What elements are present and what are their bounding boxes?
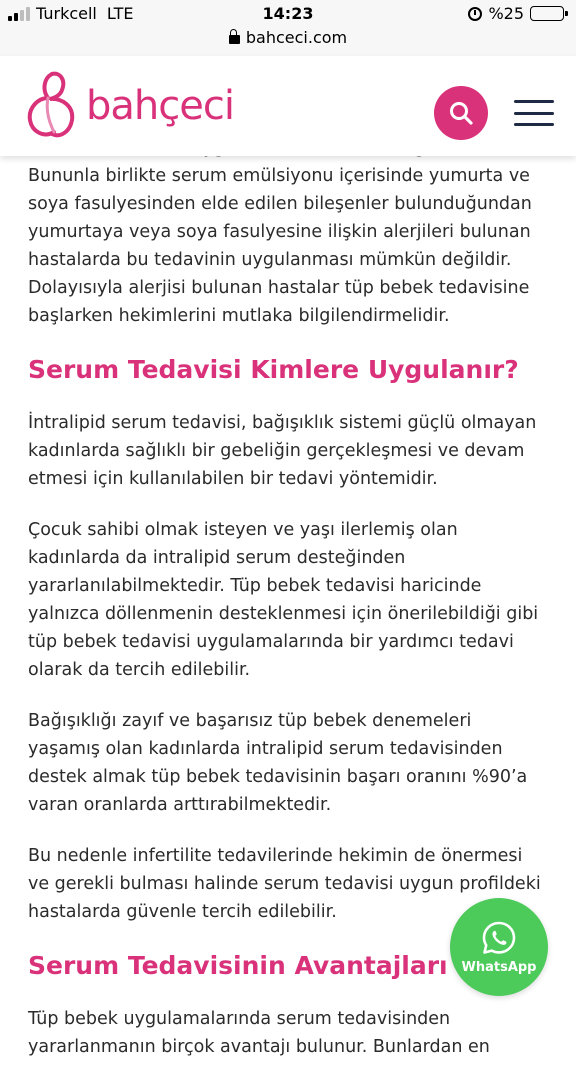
article-paragraph: Bununla birlikte serum emülsiyonu içerisinde yumurta ve soya fasulyesinden elde edilen bileşenler bulunduğundan yumurtaya veya soya fasulyesine ilişkin alerjileri bulunan hastalarda bu tedavinin uygulanması mümkün değildir. Dolayısıyla alerjisi bulunan hastalar tüp bebek tedavisine başlarken hekimlerini mutlaka bilgilendirmelidir. bbox=[28, 166, 532, 326]
carrier-name: Turkcell bbox=[36, 4, 97, 23]
search-button[interactable] bbox=[434, 86, 488, 140]
search-icon bbox=[448, 100, 474, 126]
article-paragraph: Tüp bebek uygulamalarında serum tedavisinden yararlanmanın birçok avantajı bulunur. Bunlardan en bbox=[28, 1009, 490, 1057]
logo-text: bahçeci bbox=[86, 83, 234, 129]
article-paragraph: Bu nedenle infertilite tedavilerinde hekimin de önermesi ve gerekli bulması halinde serum tedavisi uygun profildeki hastalarda güvenle tercih edilebilir. bbox=[28, 846, 541, 922]
address-bar[interactable] bbox=[0, 28, 576, 47]
bahceci-logo-icon bbox=[22, 68, 86, 140]
status-bar bbox=[0, 0, 576, 56]
status-row bbox=[0, 4, 576, 26]
battery-icon bbox=[530, 6, 564, 21]
hamburger-menu-icon[interactable] bbox=[514, 100, 554, 128]
article-paragraph: Bağışıklığı zayıf ve başarısız tüp bebek denemeleri yaşamış olan kadınlarda intralipid serum tedavisinden destek almak tüp bebek tedavisinin başarı oranını %90’a varan oranlarda arttırabilmektedir. bbox=[28, 711, 528, 815]
battery-percent: %25 bbox=[488, 4, 524, 23]
alarm-icon bbox=[468, 7, 482, 21]
article-paragraph: İntralipid serum tedavisi, bağışıklık sistemi güçlü olmayan kadınlarda sağlıklı bir gebeliğin gerçekleşmesi ve devam etmesi için kullanılabilen bir tedavi yöntemidir. bbox=[28, 413, 537, 489]
lock-icon bbox=[229, 35, 240, 44]
network-type: LTE bbox=[106, 4, 134, 23]
whatsapp-button[interactable] bbox=[450, 898, 548, 996]
whatsapp-label: WhatsApp bbox=[461, 959, 537, 975]
article-paragraph: Çocuk sahibi olmak isteyen ve yaşı ilerlemiş olan kadınlarda da intralipid serum desteğinden yararlanılabilmektedir. Tüp bebek tedavisi haricinde yalnızca döllenmenin desteklenmesi için önerilebildiği gibi tüp bebek tedavisi uygulamalarında bir yardımcı tedavi olarak da tercih edilebilir. bbox=[28, 520, 539, 680]
section-heading: Serum Tedavisinin Avantajları bbox=[28, 951, 448, 980]
battery-area bbox=[468, 4, 564, 23]
status-time: 14:23 bbox=[262, 4, 314, 23]
whatsapp-icon bbox=[481, 920, 517, 956]
site-logo[interactable] bbox=[22, 68, 234, 140]
url-text[interactable]: bahceci.com bbox=[245, 28, 348, 47]
section-heading: Serum Tedavisi Kimlere Uygulanır? bbox=[28, 355, 519, 384]
site-header bbox=[0, 56, 576, 156]
